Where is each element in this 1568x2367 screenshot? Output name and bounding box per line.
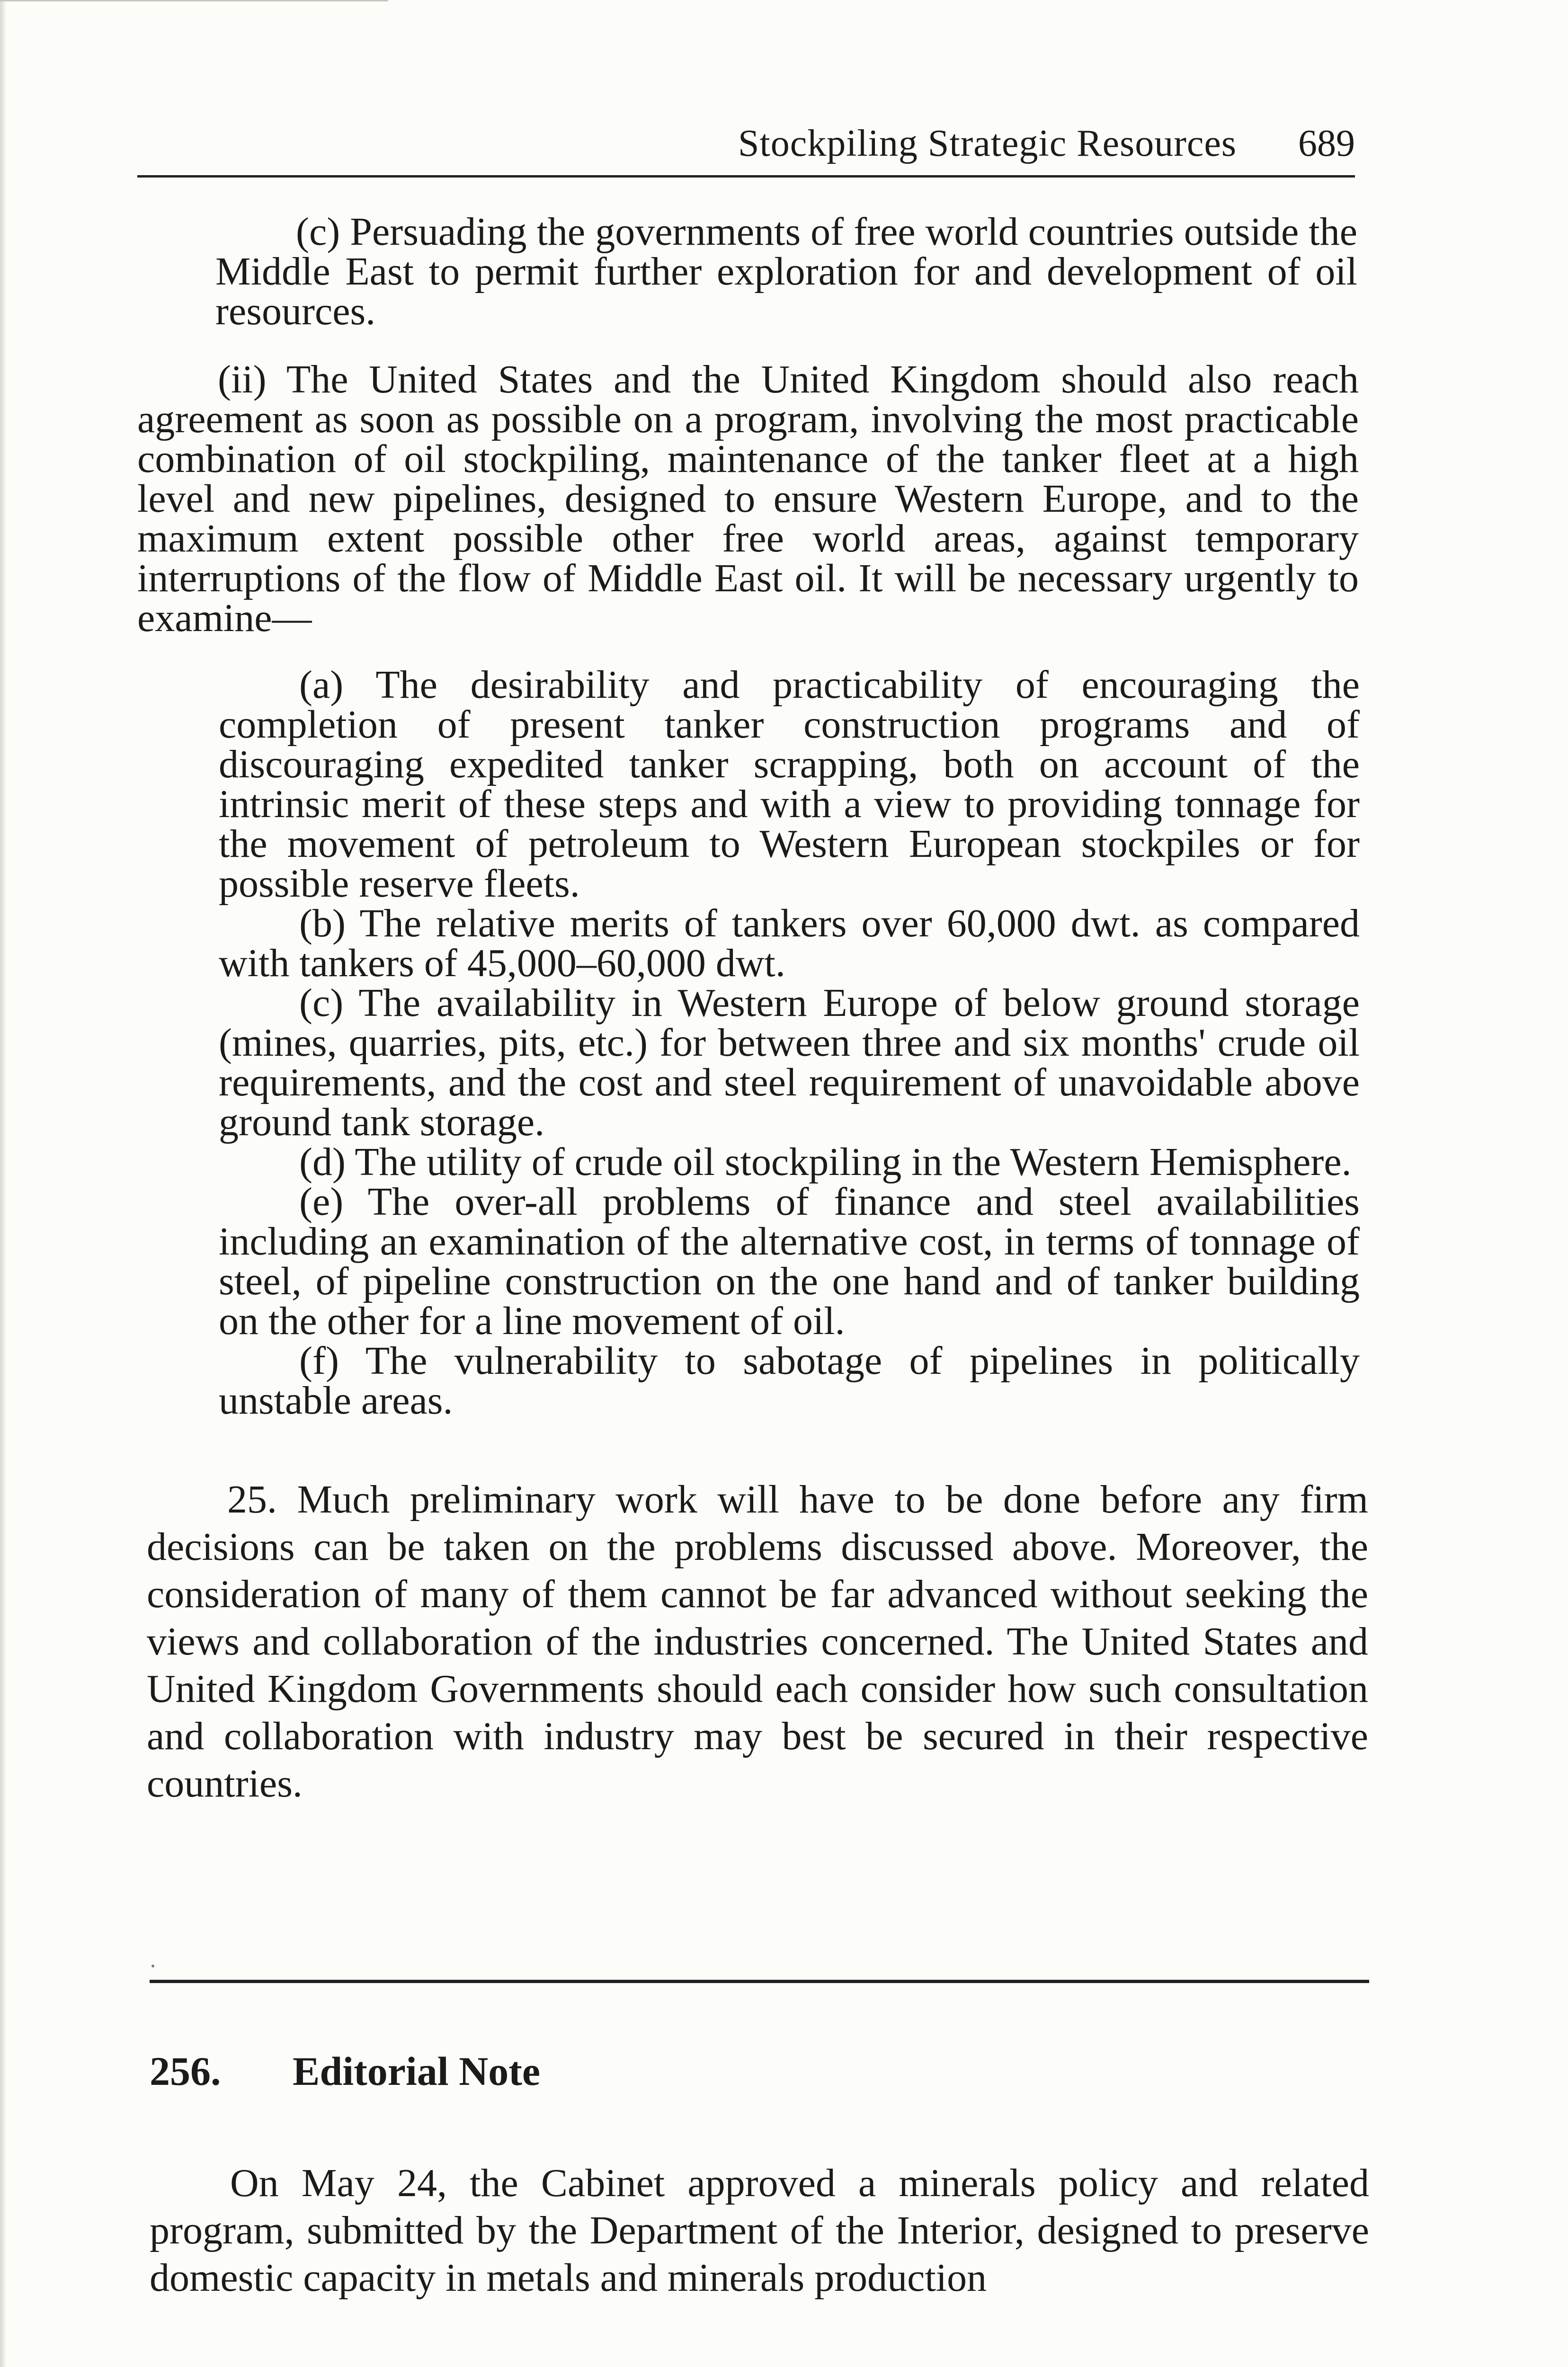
sub-item-b: (b) The relative merits of tankers over 60,000 dwt. as compared with tankers of 45,000–60,000 dwt. bbox=[219, 901, 1360, 985]
scan-dot bbox=[151, 1965, 154, 1967]
paragraph-25: 25. Much preliminary work will have to be done before any firm decisions can be taken on the problems discussed above. Moreover, the consideration of many of them cannot be far advanced without seeking the views and collaboration of the industries concerned. The United States and United Kingdom Governments should each consider how such consultation and collaboration with industry may best be secured in their respective countries. bbox=[147, 1477, 1368, 1806]
page-edge-shadow bbox=[0, 0, 6, 2367]
sub-item-c: (c) The availability in Western Europe of below ground storage (mines, quarries, pits, etc.) for between three and six months' crude oil requirements, and the cost and steel requirement of unavoidable above ground tank storage. bbox=[219, 981, 1360, 1144]
section-title: Editorial Note bbox=[293, 2048, 541, 2094]
editorial-note-paragraph: On May 24, the Cabinet approved a minerals policy and related program, submitted by the Department of the Interior, designed to preserve domestic capacity in metals and minerals production bbox=[150, 2161, 1369, 2300]
sub-item-a: (a) The desirability and practicability of encouraging the completion of present tanker construction programs and of discouraging expedited tanker scrapping, both on account of the intrinsic merit of these steps and with a view to providing tonnage for the movement of petroleum to Western European stockpiles or for possible reserve fleets. bbox=[219, 663, 1360, 906]
running-head bbox=[137, 118, 1355, 178]
paragraph-ii-agreement: (ii) The United States and the United Kingdom should also reach agreement as soon as possible on a program, involving the most practicable combination of oil stockpiling, maintenance of the tanker fleet at a high level and new pipelines, designed to ensure Western Europe, and to the maximum extent possible other free world areas, against temporary interruptions of the flow of Middle East oil. It will be necessary urgently to examine— bbox=[137, 357, 1359, 640]
scan-top-line bbox=[0, 0, 388, 1]
running-head-title: Stockpiling Strategic Resources bbox=[738, 123, 1237, 164]
sub-item-list bbox=[219, 665, 1360, 1421]
sub-item-f: (f) The vulnerability to sabotage of pipelines in politically unstable areas. bbox=[219, 1339, 1360, 1423]
page-number: 689 bbox=[1298, 123, 1355, 164]
section-number: 256. bbox=[150, 2048, 221, 2094]
paragraph-c-persuading: (c) Persuading the governments of free world countries outside the Middle East to permit further exploration for and development of oil resources. bbox=[215, 210, 1357, 333]
sub-item-e: (e) The over-all problems of finance and steel availabilities including an examination of the alternative cost, in terms of tonnage of steel, of pipeline construction on the one hand and of tanker building on the other for a line movement of oil. bbox=[219, 1180, 1360, 1343]
section-divider bbox=[150, 1980, 1369, 1983]
sub-item-d: (d) The utility of crude oil stockpiling in the Western Hemisphere. bbox=[299, 1140, 1352, 1184]
